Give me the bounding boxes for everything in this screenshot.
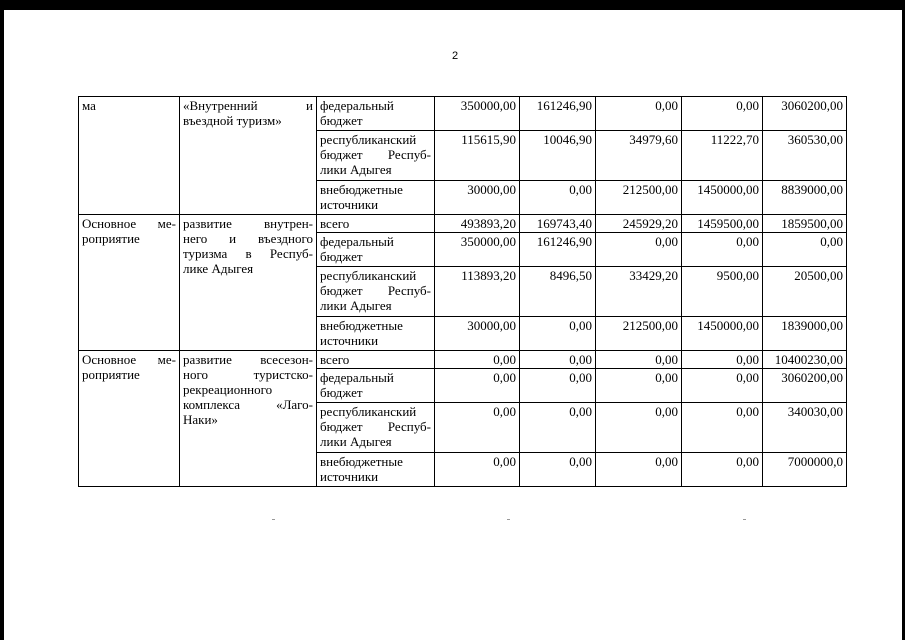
amount-cell: 113893,20 — [435, 267, 520, 317]
amount-cell: 1459500,00 — [682, 215, 763, 233]
funding-source-text: всего — [320, 216, 350, 231]
funding-source-text: федеральный — [320, 234, 394, 249]
amount-cell: 11222,70 — [682, 131, 763, 181]
item-title-text: лике Адыгея — [183, 261, 254, 276]
item-type-text: Основное ме- — [82, 216, 176, 231]
page-number: 2 — [452, 50, 459, 62]
amount-cell: 0,00 — [682, 369, 763, 403]
amount-cell: 0,00 — [596, 403, 682, 453]
item-title-text: рекреационного — [183, 382, 273, 397]
table-row — [79, 351, 847, 369]
funding-source-cell — [317, 233, 435, 267]
scan-speck — [272, 519, 275, 520]
item-title-cell — [180, 215, 317, 351]
amount-cell: 0,00 — [520, 181, 596, 215]
funding-source-text: бюджет — [320, 249, 363, 264]
funding-source-text: лики Адыгея — [320, 298, 392, 313]
amount-cell: 161246,90 — [520, 233, 596, 267]
item-title-cell — [180, 351, 317, 487]
table-row — [79, 97, 847, 131]
funding-source-text: бюджет — [320, 113, 363, 128]
amount-cell: 3060200,00 — [763, 97, 847, 131]
amount-cell: 0,00 — [520, 453, 596, 487]
funding-source-text: лики Адыгея — [320, 434, 392, 449]
amount-cell: 34979,60 — [596, 131, 682, 181]
amount-cell: 0,00 — [596, 369, 682, 403]
amount-cell: 0,00 — [520, 317, 596, 351]
amount-cell: 169743,40 — [520, 215, 596, 233]
item-type-cell — [79, 97, 180, 215]
amount-cell: 0,00 — [596, 351, 682, 369]
amount-cell: 3060200,00 — [763, 369, 847, 403]
funding-source-text: внебюджетные — [320, 182, 403, 197]
amount-cell: 1450000,00 — [682, 317, 763, 351]
item-title-text: развитие всесезон- — [183, 352, 313, 367]
amount-cell: 8839000,00 — [763, 181, 847, 215]
amount-cell: 0,00 — [763, 233, 847, 267]
amount-cell: 0,00 — [435, 351, 520, 369]
amount-cell: 0,00 — [435, 453, 520, 487]
scan-speck — [507, 519, 510, 520]
funding-source-cell — [317, 131, 435, 181]
item-title-text: развитие внутрен- — [183, 216, 313, 231]
amount-cell: 30000,00 — [435, 317, 520, 351]
amount-cell: 340030,00 — [763, 403, 847, 453]
budget-table — [78, 96, 847, 487]
amount-cell: 1839000,00 — [763, 317, 847, 351]
funding-source-text: источники — [320, 333, 379, 348]
funding-source-text: республиканский — [320, 132, 417, 147]
funding-source-cell — [317, 267, 435, 317]
amount-cell: 0,00 — [520, 351, 596, 369]
item-title-text: Наки» — [183, 412, 218, 427]
amount-cell: 0,00 — [520, 403, 596, 453]
funding-source-cell — [317, 453, 435, 487]
amount-cell: 8496,50 — [520, 267, 596, 317]
item-title-text: туризма в Респуб- — [183, 246, 313, 261]
amount-cell: 0,00 — [596, 97, 682, 131]
amount-cell: 1859500,00 — [763, 215, 847, 233]
funding-source-cell — [317, 403, 435, 453]
amount-cell: 0,00 — [682, 453, 763, 487]
funding-source-cell — [317, 97, 435, 131]
funding-source-text: внебюджетные — [320, 318, 403, 333]
table-row — [79, 215, 847, 233]
funding-source-text: всего — [320, 352, 350, 367]
item-title-cell — [180, 97, 317, 215]
funding-source-text: источники — [320, 469, 379, 484]
amount-cell: 245929,20 — [596, 215, 682, 233]
budget-table-body — [79, 97, 847, 487]
item-type-cell — [79, 351, 180, 487]
amount-cell: 10400230,00 — [763, 351, 847, 369]
item-type-text: ма — [82, 98, 96, 113]
amount-cell: 350000,00 — [435, 97, 520, 131]
funding-source-cell — [317, 351, 435, 369]
amount-cell: 493893,20 — [435, 215, 520, 233]
amount-cell: 10046,90 — [520, 131, 596, 181]
item-type-text: Основное ме- — [82, 352, 176, 367]
funding-source-text: бюджет Респуб- — [320, 283, 431, 298]
amount-cell: 212500,00 — [596, 181, 682, 215]
funding-source-cell — [317, 369, 435, 403]
item-type-text: роприятие — [82, 231, 140, 246]
item-title-text: «Внутренний и — [183, 98, 313, 113]
item-title-text: комплекса «Лаго- — [183, 397, 313, 412]
amount-cell: 212500,00 — [596, 317, 682, 351]
amount-cell: 350000,00 — [435, 233, 520, 267]
funding-source-text: республиканский — [320, 404, 417, 419]
amount-cell: 0,00 — [435, 369, 520, 403]
funding-source-text: федеральный — [320, 98, 394, 113]
amount-cell: 0,00 — [682, 233, 763, 267]
item-type-cell — [79, 215, 180, 351]
amount-cell: 7000000,0 — [763, 453, 847, 487]
item-title-text: него и въездного — [183, 231, 313, 246]
item-title-text: ного туристско- — [183, 367, 313, 382]
amount-cell: 0,00 — [682, 97, 763, 131]
funding-source-cell — [317, 181, 435, 215]
funding-source-text: республиканский — [320, 268, 417, 283]
item-type-text: роприятие — [82, 367, 140, 382]
amount-cell: 161246,90 — [520, 97, 596, 131]
funding-source-text: бюджет Респуб- — [320, 147, 431, 162]
amount-cell: 33429,20 — [596, 267, 682, 317]
funding-source-text: федеральный — [320, 370, 394, 385]
funding-source-text: бюджет Респуб- — [320, 419, 431, 434]
amount-cell: 1450000,00 — [682, 181, 763, 215]
funding-source-cell — [317, 215, 435, 233]
amount-cell: 0,00 — [435, 403, 520, 453]
funding-source-text: источники — [320, 197, 379, 212]
funding-source-cell — [317, 317, 435, 351]
amount-cell: 0,00 — [596, 453, 682, 487]
scan-border-left — [0, 0, 4, 640]
funding-source-text: внебюджетные — [320, 454, 403, 469]
scan-border-top — [0, 0, 905, 10]
amount-cell: 30000,00 — [435, 181, 520, 215]
amount-cell: 360530,00 — [763, 131, 847, 181]
amount-cell: 115615,90 — [435, 131, 520, 181]
funding-source-text: бюджет — [320, 385, 363, 400]
funding-source-text: лики Адыгея — [320, 162, 392, 177]
scan-speck — [743, 519, 746, 520]
item-title-text: въездной туризм» — [183, 113, 282, 128]
amount-cell: 0,00 — [596, 233, 682, 267]
amount-cell: 9500,00 — [682, 267, 763, 317]
amount-cell: 0,00 — [682, 403, 763, 453]
amount-cell: 0,00 — [520, 369, 596, 403]
amount-cell: 20500,00 — [763, 267, 847, 317]
amount-cell: 0,00 — [682, 351, 763, 369]
